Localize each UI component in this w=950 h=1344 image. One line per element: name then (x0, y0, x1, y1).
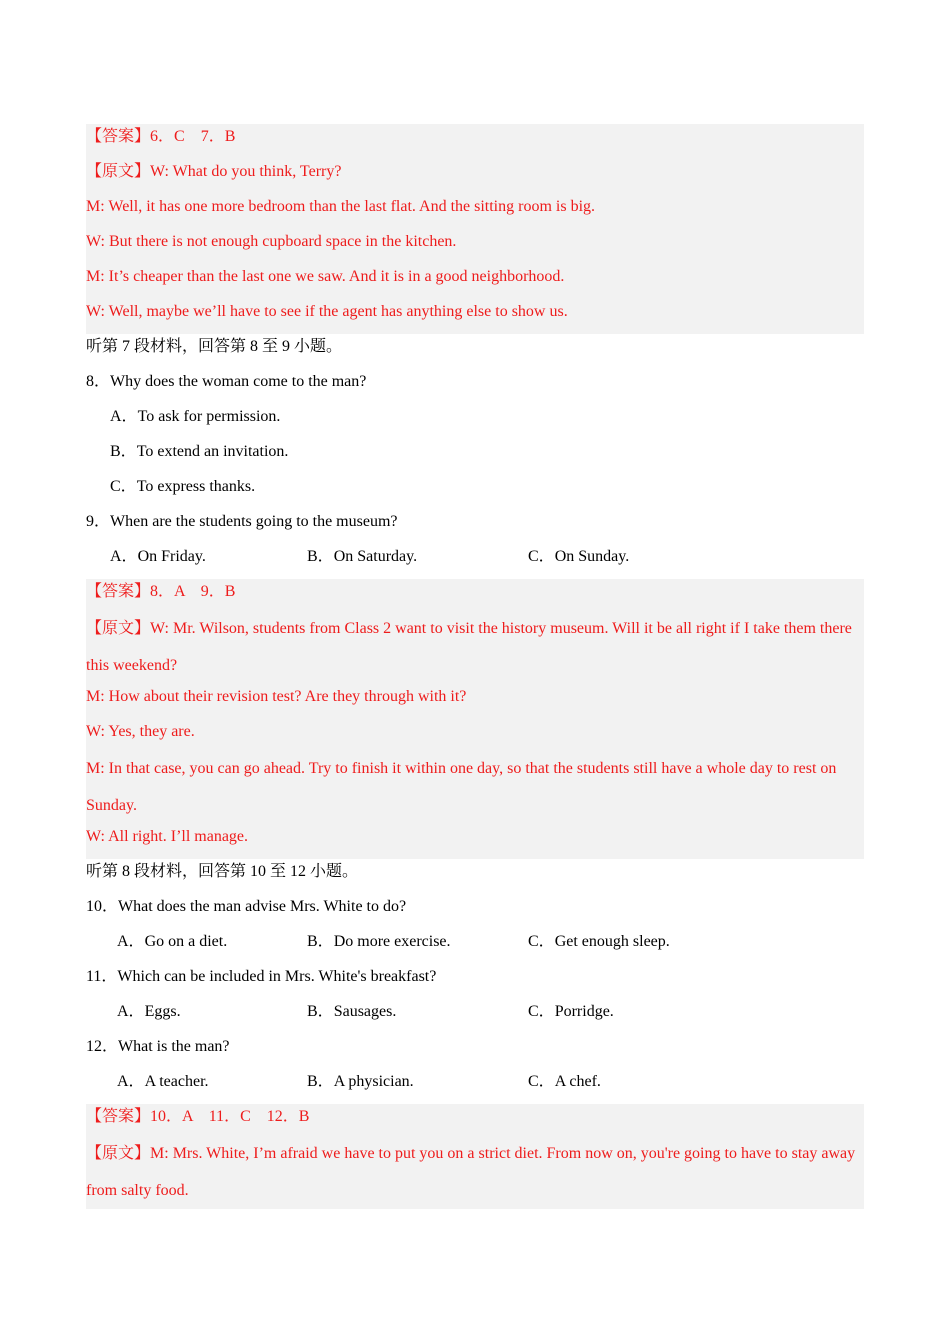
option-text: On Saturday. (333, 548, 418, 565)
document-page (86, 124, 864, 1209)
answer-tag: 【答案】 (86, 583, 151, 600)
option-text: A physician. (333, 1073, 414, 1090)
option-11c[interactable] (528, 999, 614, 1025)
option-9b[interactable] (307, 544, 417, 570)
question-number: 9． (86, 513, 111, 530)
option-11b[interactable] (307, 999, 396, 1025)
transcript-line: W: But there is not enough cupboard space in the kitchen. (86, 233, 457, 250)
answer-text: 8．A 9．B (150, 583, 236, 600)
option-8b[interactable] (86, 439, 864, 474)
option-label: B． (307, 548, 334, 565)
option-label: A． (117, 1073, 145, 1090)
question-number: 12． (86, 1038, 119, 1055)
answer-block-10-12 (86, 1104, 864, 1209)
question-text: What is the man? (118, 1038, 230, 1055)
option-10b[interactable] (307, 929, 451, 955)
option-text: Porridge. (554, 1003, 614, 1020)
option-text: Eggs. (144, 1003, 181, 1020)
options-row-12 (86, 1069, 864, 1104)
answer-tag: 【答案】 (86, 128, 151, 145)
option-text: Go on a diet. (144, 933, 228, 950)
option-12a[interactable] (117, 1069, 209, 1095)
option-label: A． (117, 1003, 145, 1020)
options-row-11 (86, 999, 864, 1034)
option-label: C． (528, 933, 555, 950)
option-text: On Sunday. (554, 548, 630, 565)
transcript-tag: 【原文】 (86, 620, 151, 637)
option-12b[interactable] (307, 1069, 414, 1095)
option-text: Sausages. (333, 1003, 397, 1020)
option-text: To express thanks. (136, 478, 256, 495)
transcript-text: W: Mr. Wilson, students from Class 2 want to visit the history museum. Will it be all right if I take them there this weekend? (86, 620, 852, 674)
option-text: On Friday. (137, 548, 206, 565)
question-number: 8． (86, 373, 111, 390)
option-10c[interactable] (528, 929, 670, 955)
option-9c[interactable] (528, 544, 629, 570)
transcript-line: W: Yes, they are. (86, 723, 195, 740)
option-label: C． (110, 478, 137, 495)
section-intro: 听第 8 段材料，回答第 10 至 12 小题。 (86, 863, 359, 880)
transcript-line: W: All right. I’ll manage. (86, 828, 249, 845)
option-label: B． (307, 1073, 334, 1090)
transcript-paragraph (86, 610, 864, 684)
question-12 (86, 1034, 864, 1069)
option-8a[interactable] (86, 404, 864, 439)
answer-text: 10．A 11．C 12．B (150, 1108, 310, 1125)
question-number: 11． (86, 968, 118, 985)
answer-tag: 【答案】 (86, 1108, 151, 1125)
option-12c[interactable] (528, 1069, 601, 1095)
transcript-paragraph: M: In that case, you can go ahead. Try to finish it within one day, so that the students still have a whole day to rest on Sunday. (86, 760, 837, 814)
option-label: B． (307, 1003, 334, 1020)
question-text: When are the students going to the museum? (110, 513, 398, 530)
transcript-line: M: How about their revision test? Are they through with it? (86, 688, 467, 705)
question-9 (86, 509, 864, 544)
question-8 (86, 369, 864, 404)
option-text: Do more exercise. (333, 933, 451, 950)
option-text: A teacher. (144, 1073, 209, 1090)
question-number: 10． (86, 898, 119, 915)
option-label: A． (117, 933, 145, 950)
answer-block-8-9 (86, 579, 864, 859)
answer-block-6-7 (86, 124, 864, 334)
answer-line (86, 579, 864, 614)
options-row-10 (86, 929, 864, 964)
transcript-line: M: It’s cheaper than the last one we saw. And it is in a good neighborhood. (86, 268, 565, 285)
option-text: To ask for permission. (137, 408, 281, 425)
transcript-line: M: Well, it has one more bedroom than the last flat. And the sitting room is big. (86, 198, 596, 215)
transcript-tag: 【原文】 (86, 1145, 151, 1162)
option-8c[interactable] (86, 474, 864, 509)
option-label: B． (110, 443, 137, 460)
option-label: C． (528, 1073, 555, 1090)
option-label: C． (528, 548, 555, 565)
question-10 (86, 894, 864, 929)
option-label: A． (110, 408, 138, 425)
answer-line (86, 124, 864, 159)
option-text: To extend an invitation. (136, 443, 289, 460)
question-text: What does the man advise Mrs. White to do? (118, 898, 407, 915)
option-11a[interactable] (117, 999, 181, 1025)
section-intro: 听第 7 段材料，回答第 8 至 9 小题。 (86, 338, 343, 355)
option-9a[interactable] (110, 544, 206, 570)
transcript-line: W: Well, maybe we’ll have to see if the agent has anything else to show us. (86, 303, 568, 320)
option-label: A． (110, 548, 138, 565)
option-10a[interactable] (117, 929, 227, 955)
transcript-tag: 【原文】 (86, 163, 151, 180)
option-text: Get enough sleep. (554, 933, 670, 950)
transcript-text: W: What do you think, Terry? (150, 163, 342, 180)
question-text: Why does the woman come to the man? (110, 373, 367, 390)
transcript-line (86, 159, 864, 194)
transcript-paragraph (86, 1135, 864, 1209)
question-11 (86, 964, 864, 999)
answer-text: 6．C 7．B (150, 128, 236, 145)
question-text: Which can be included in Mrs. White's breakfast? (117, 968, 437, 985)
option-text: A chef. (554, 1073, 601, 1090)
option-label: B． (307, 933, 334, 950)
options-row-9 (86, 544, 864, 579)
transcript-text: M: Mrs. White, I’m afraid we have to put you on a strict diet. From now on, you're going to have to stay away from salty food. (86, 1145, 856, 1199)
option-label: C． (528, 1003, 555, 1020)
answer-line (86, 1104, 864, 1139)
